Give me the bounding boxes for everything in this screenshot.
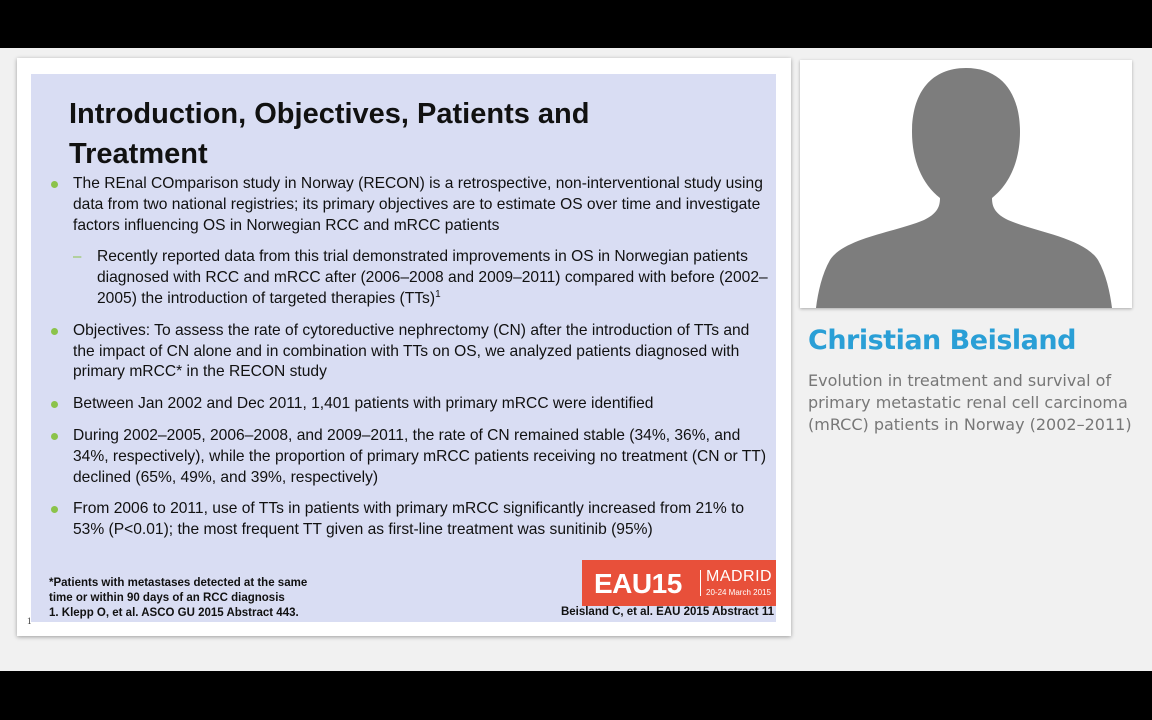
bullet-dot-icon — [51, 181, 58, 188]
eau15-logo — [582, 560, 776, 606]
person-silhouette-icon — [800, 60, 1132, 308]
logo-eau-text: EAU15 — [594, 568, 682, 599]
bullet-text: During 2002–2005, 2006–2008, and 2009–2011, the rate of CN remained stable (34%, 36%, and 34%, respectively), while the proportion of primary mRCC patients receiving no treatment (CN or TT) declined (65%, 49%, and 39%, respectively) — [73, 426, 767, 486]
citation: Beisland C, et al. EAU 2015 Abstract 11 — [560, 606, 774, 618]
footnotes — [49, 576, 389, 621]
bullet-text: Between Jan 2002 and Dec 2011, 1,401 patients with primary mRCC were identified — [73, 395, 654, 413]
sub-bullet-item — [51, 247, 771, 309]
sub-bullet-text: Recently reported data from this trial demonstrated improvements in OS in Norwegian patients diagnosed with RCC and mRCC after (2006–2008 and 2009–2011) compared with before (2002–2005) the introduction of targeted therapies (TTs) — [97, 248, 768, 307]
page-number: 1 — [27, 616, 32, 626]
logo-city-text: MADRID — [706, 568, 773, 585]
slide-frame — [17, 58, 791, 636]
dash-icon: – — [73, 248, 82, 266]
logo-divider — [700, 570, 701, 596]
speaker-name: Christian Beisland — [808, 325, 1076, 356]
bullet-item — [51, 394, 771, 415]
bullet-dot-icon — [51, 506, 58, 513]
slide-title: Introduction, Objectives, Patients and Treatment — [69, 98, 590, 170]
speaker-photo — [800, 60, 1132, 308]
bullet-dot-icon — [51, 328, 58, 335]
bullet-list — [51, 174, 771, 552]
bullet-item — [51, 321, 771, 383]
bullet-dot-icon — [51, 433, 58, 440]
bullet-item — [51, 426, 771, 488]
slide — [31, 74, 776, 622]
footnote-line: *Patients with metastases detected at the same — [49, 577, 308, 589]
footnote-line: 1. Klepp O, et al. ASCO GU 2015 Abstract 443. — [49, 607, 299, 619]
presentation-stage — [0, 48, 1152, 671]
reference-superscript: 1 — [435, 288, 441, 300]
bullet-item — [51, 499, 771, 541]
bullet-dot-icon — [51, 401, 58, 408]
bullet-text: From 2006 to 2011, use of TTs in patients with primary mRCC significantly increased from 21% to 53% (P<0.01); the most frequent TT given as first-line treatment was sunitinib (95%) — [73, 500, 745, 539]
bullet-text: The REnal COmparison study in Norway (RECON) is a retrospective, non-interventional study using data from two national registries; its primary objectives are to estimate OS over time and investigate factors influencing OS in Norwegian RCC and mRCC patients — [73, 175, 763, 234]
bullet-item — [51, 174, 771, 236]
logo-dates-text: 20-24 March 2015 — [706, 588, 771, 597]
bullet-text: Objectives: To assess the rate of cytoreductive nephrectomy (CN) after the introduction of TTs and the impact of CN alone and in combination with TTs on OS, we analyzed patients diagnosed with primary mRCC* in the RECON study — [73, 321, 750, 381]
talk-title: Evolution in treatment and survival of primary metastatic renal cell carcinoma (mRCC) patients in Norway (2002–2011) — [808, 371, 1132, 434]
footnote-line: time or within 90 days of an RCC diagnosis — [49, 592, 285, 604]
